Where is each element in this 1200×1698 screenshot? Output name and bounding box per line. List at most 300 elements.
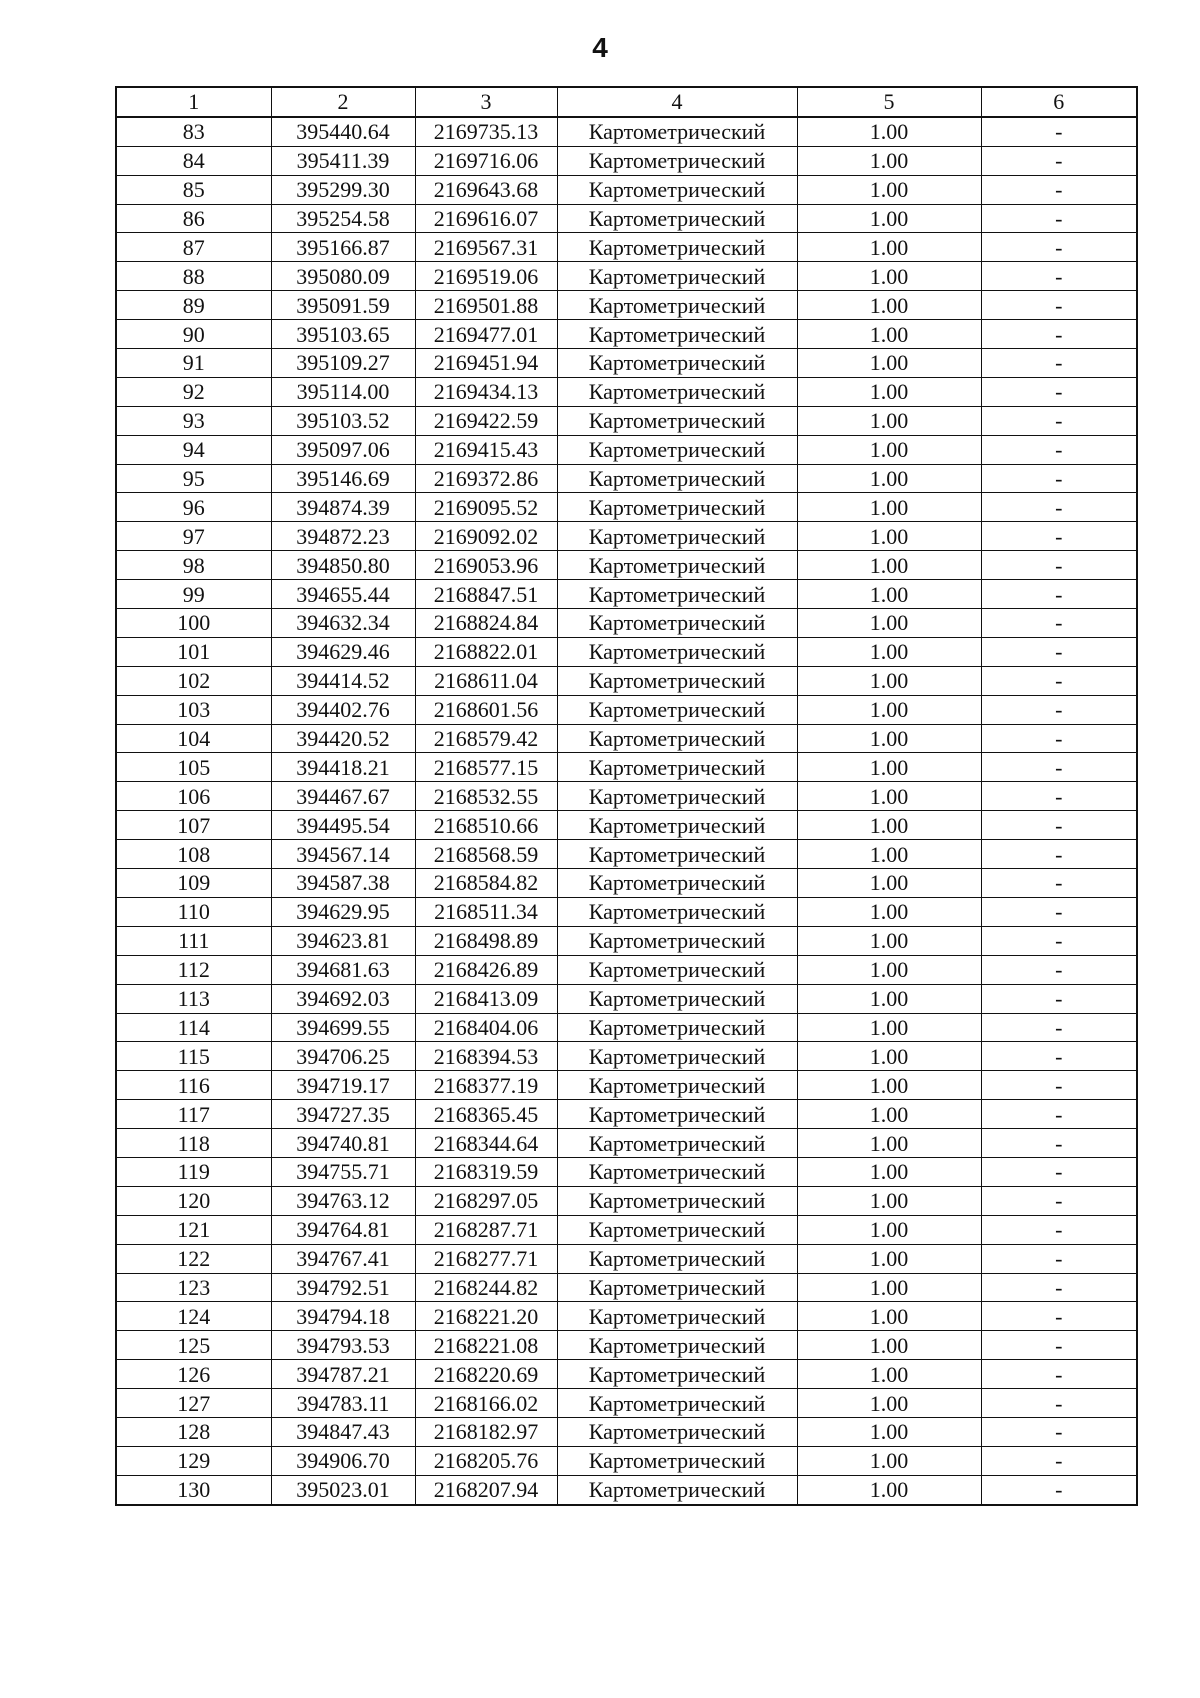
accuracy-cell: 1.00 xyxy=(797,580,981,609)
accuracy-cell: 1.00 xyxy=(797,146,981,175)
note-cell: - xyxy=(981,1446,1137,1475)
y-coordinate-cell: 2168319.59 xyxy=(415,1157,557,1186)
y-coordinate-cell: 2169092.02 xyxy=(415,522,557,551)
note-cell: - xyxy=(981,1186,1137,1215)
method-cell: Картометрический xyxy=(557,724,797,753)
x-coordinate-cell: 394706.25 xyxy=(271,1042,415,1071)
y-coordinate-cell: 2168207.94 xyxy=(415,1475,557,1504)
accuracy-cell: 1.00 xyxy=(797,291,981,320)
accuracy-cell: 1.00 xyxy=(797,320,981,349)
note-cell: - xyxy=(981,204,1137,233)
accuracy-cell: 1.00 xyxy=(797,897,981,926)
table-row xyxy=(116,580,1137,609)
y-coordinate-cell: 2169567.31 xyxy=(415,233,557,262)
accuracy-cell: 1.00 xyxy=(797,406,981,435)
note-cell: - xyxy=(981,926,1137,955)
note-cell: - xyxy=(981,1389,1137,1418)
x-coordinate-cell: 394402.76 xyxy=(271,695,415,724)
x-coordinate-cell: 395097.06 xyxy=(271,435,415,464)
accuracy-cell: 1.00 xyxy=(797,840,981,869)
point-number-cell: 129 xyxy=(116,1446,271,1475)
header-cell-2: 2 xyxy=(271,87,415,117)
header-row xyxy=(116,87,1137,117)
y-coordinate-cell: 2168244.82 xyxy=(415,1273,557,1302)
method-cell: Картометрический xyxy=(557,1446,797,1475)
method-cell: Картометрический xyxy=(557,320,797,349)
method-cell: Картометрический xyxy=(557,637,797,666)
note-cell: - xyxy=(981,869,1137,898)
y-coordinate-cell: 2168221.20 xyxy=(415,1302,557,1331)
point-number-cell: 90 xyxy=(116,320,271,349)
accuracy-cell: 1.00 xyxy=(797,1244,981,1273)
table-row xyxy=(116,753,1137,782)
x-coordinate-cell: 394793.53 xyxy=(271,1331,415,1360)
x-coordinate-cell: 395103.65 xyxy=(271,320,415,349)
note-cell: - xyxy=(981,782,1137,811)
table-row xyxy=(116,1273,1137,1302)
x-coordinate-cell: 394495.54 xyxy=(271,811,415,840)
point-number-cell: 121 xyxy=(116,1215,271,1244)
x-coordinate-cell: 394906.70 xyxy=(271,1446,415,1475)
note-cell: - xyxy=(981,551,1137,580)
method-cell: Картометрический xyxy=(557,522,797,551)
method-cell: Картометрический xyxy=(557,1302,797,1331)
note-cell: - xyxy=(981,262,1137,291)
table-row xyxy=(116,1417,1137,1446)
y-coordinate-cell: 2169372.86 xyxy=(415,464,557,493)
point-number-cell: 107 xyxy=(116,811,271,840)
method-cell: Картометрический xyxy=(557,782,797,811)
note-cell: - xyxy=(981,1302,1137,1331)
accuracy-cell: 1.00 xyxy=(797,1157,981,1186)
table-row xyxy=(116,377,1137,406)
y-coordinate-cell: 2169053.96 xyxy=(415,551,557,580)
table-row xyxy=(116,1389,1137,1418)
y-coordinate-cell: 2168277.71 xyxy=(415,1244,557,1273)
point-number-cell: 109 xyxy=(116,869,271,898)
header-cell-5: 5 xyxy=(797,87,981,117)
accuracy-cell: 1.00 xyxy=(797,551,981,580)
point-number-cell: 118 xyxy=(116,1129,271,1158)
x-coordinate-cell: 394623.81 xyxy=(271,926,415,955)
note-cell: - xyxy=(981,1129,1137,1158)
x-coordinate-cell: 394587.38 xyxy=(271,869,415,898)
x-coordinate-cell: 394655.44 xyxy=(271,580,415,609)
method-cell: Картометрический xyxy=(557,1042,797,1071)
method-cell: Картометрический xyxy=(557,869,797,898)
x-coordinate-cell: 394847.43 xyxy=(271,1417,415,1446)
method-cell: Картометрический xyxy=(557,1417,797,1446)
accuracy-cell: 1.00 xyxy=(797,955,981,984)
table-row xyxy=(116,551,1137,580)
y-coordinate-cell: 2168426.89 xyxy=(415,955,557,984)
method-cell: Картометрический xyxy=(557,204,797,233)
x-coordinate-cell: 394632.34 xyxy=(271,609,415,638)
note-cell: - xyxy=(981,580,1137,609)
y-coordinate-cell: 2169415.43 xyxy=(415,435,557,464)
x-coordinate-cell: 395146.69 xyxy=(271,464,415,493)
x-coordinate-cell: 395091.59 xyxy=(271,291,415,320)
method-cell: Картометрический xyxy=(557,262,797,291)
x-coordinate-cell: 394787.21 xyxy=(271,1360,415,1389)
table-row xyxy=(116,1360,1137,1389)
method-cell: Картометрический xyxy=(557,349,797,378)
table-body xyxy=(116,117,1137,1505)
table-row xyxy=(116,1446,1137,1475)
y-coordinate-cell: 2169716.06 xyxy=(415,146,557,175)
note-cell: - xyxy=(981,840,1137,869)
method-cell: Картометрический xyxy=(557,1389,797,1418)
x-coordinate-cell: 394467.67 xyxy=(271,782,415,811)
method-cell: Картометрический xyxy=(557,1273,797,1302)
point-number-cell: 114 xyxy=(116,1013,271,1042)
y-coordinate-cell: 2168498.89 xyxy=(415,926,557,955)
x-coordinate-cell: 394872.23 xyxy=(271,522,415,551)
accuracy-cell: 1.00 xyxy=(797,1302,981,1331)
accuracy-cell: 1.00 xyxy=(797,522,981,551)
table-row xyxy=(116,291,1137,320)
table-row xyxy=(116,1129,1137,1158)
point-number-cell: 83 xyxy=(116,117,271,146)
note-cell: - xyxy=(981,811,1137,840)
table-row xyxy=(116,1244,1137,1273)
table-row xyxy=(116,1475,1137,1504)
y-coordinate-cell: 2169477.01 xyxy=(415,320,557,349)
note-cell: - xyxy=(981,724,1137,753)
note-cell: - xyxy=(981,522,1137,551)
accuracy-cell: 1.00 xyxy=(797,984,981,1013)
accuracy-cell: 1.00 xyxy=(797,1071,981,1100)
note-cell: - xyxy=(981,1042,1137,1071)
y-coordinate-cell: 2168577.15 xyxy=(415,753,557,782)
x-coordinate-cell: 394719.17 xyxy=(271,1071,415,1100)
point-number-cell: 89 xyxy=(116,291,271,320)
header-cell-3: 3 xyxy=(415,87,557,117)
note-cell: - xyxy=(981,1475,1137,1504)
note-cell: - xyxy=(981,1157,1137,1186)
note-cell: - xyxy=(981,897,1137,926)
x-coordinate-cell: 394794.18 xyxy=(271,1302,415,1331)
table-row xyxy=(116,349,1137,378)
note-cell: - xyxy=(981,984,1137,1013)
header-cell-6: 6 xyxy=(981,87,1137,117)
accuracy-cell: 1.00 xyxy=(797,262,981,291)
table-row xyxy=(116,146,1137,175)
point-number-cell: 124 xyxy=(116,1302,271,1331)
table-row xyxy=(116,1042,1137,1071)
x-coordinate-cell: 394699.55 xyxy=(271,1013,415,1042)
note-cell: - xyxy=(981,637,1137,666)
y-coordinate-cell: 2168568.59 xyxy=(415,840,557,869)
note-cell: - xyxy=(981,1100,1137,1129)
table-row xyxy=(116,1215,1137,1244)
accuracy-cell: 1.00 xyxy=(797,1417,981,1446)
method-cell: Картометрический xyxy=(557,1013,797,1042)
accuracy-cell: 1.00 xyxy=(797,724,981,753)
table-row xyxy=(116,637,1137,666)
method-cell: Картометрический xyxy=(557,811,797,840)
note-cell: - xyxy=(981,175,1137,204)
method-cell: Картометрический xyxy=(557,580,797,609)
y-coordinate-cell: 2169434.13 xyxy=(415,377,557,406)
y-coordinate-cell: 2168365.45 xyxy=(415,1100,557,1129)
table-row xyxy=(116,782,1137,811)
method-cell: Картометрический xyxy=(557,1475,797,1504)
y-coordinate-cell: 2168205.76 xyxy=(415,1446,557,1475)
point-number-cell: 94 xyxy=(116,435,271,464)
y-coordinate-cell: 2169735.13 xyxy=(415,117,557,146)
accuracy-cell: 1.00 xyxy=(797,117,981,146)
note-cell: - xyxy=(981,117,1137,146)
point-number-cell: 106 xyxy=(116,782,271,811)
x-coordinate-cell: 394850.80 xyxy=(271,551,415,580)
x-coordinate-cell: 394420.52 xyxy=(271,724,415,753)
method-cell: Картометрический xyxy=(557,406,797,435)
method-cell: Картометрический xyxy=(557,984,797,1013)
method-cell: Картометрический xyxy=(557,1215,797,1244)
note-cell: - xyxy=(981,320,1137,349)
point-number-cell: 116 xyxy=(116,1071,271,1100)
y-coordinate-cell: 2168404.06 xyxy=(415,1013,557,1042)
y-coordinate-cell: 2168344.64 xyxy=(415,1129,557,1158)
note-cell: - xyxy=(981,493,1137,522)
accuracy-cell: 1.00 xyxy=(797,1273,981,1302)
table-row xyxy=(116,175,1137,204)
method-cell: Картометрический xyxy=(557,897,797,926)
x-coordinate-cell: 394418.21 xyxy=(271,753,415,782)
y-coordinate-cell: 2168511.34 xyxy=(415,897,557,926)
table-row xyxy=(116,1331,1137,1360)
point-number-cell: 91 xyxy=(116,349,271,378)
accuracy-cell: 1.00 xyxy=(797,1215,981,1244)
method-cell: Картометрический xyxy=(557,1100,797,1129)
x-coordinate-cell: 395440.64 xyxy=(271,117,415,146)
accuracy-cell: 1.00 xyxy=(797,204,981,233)
x-coordinate-cell: 395299.30 xyxy=(271,175,415,204)
point-number-cell: 123 xyxy=(116,1273,271,1302)
accuracy-cell: 1.00 xyxy=(797,1389,981,1418)
y-coordinate-cell: 2168824.84 xyxy=(415,609,557,638)
method-cell: Картометрический xyxy=(557,377,797,406)
y-coordinate-cell: 2169451.94 xyxy=(415,349,557,378)
table-header xyxy=(116,87,1137,117)
point-number-cell: 98 xyxy=(116,551,271,580)
accuracy-cell: 1.00 xyxy=(797,1042,981,1071)
table-row xyxy=(116,926,1137,955)
header-cell-4: 4 xyxy=(557,87,797,117)
method-cell: Картометрический xyxy=(557,435,797,464)
note-cell: - xyxy=(981,1417,1137,1446)
method-cell: Картометрический xyxy=(557,840,797,869)
table-row xyxy=(116,204,1137,233)
note-cell: - xyxy=(981,955,1137,984)
table-row xyxy=(116,435,1137,464)
x-coordinate-cell: 394764.81 xyxy=(271,1215,415,1244)
accuracy-cell: 1.00 xyxy=(797,666,981,695)
page-number: 4 xyxy=(592,32,608,63)
method-cell: Картометрический xyxy=(557,609,797,638)
table-row xyxy=(116,897,1137,926)
point-number-cell: 88 xyxy=(116,262,271,291)
x-coordinate-cell: 394629.46 xyxy=(271,637,415,666)
accuracy-cell: 1.00 xyxy=(797,1360,981,1389)
point-number-cell: 103 xyxy=(116,695,271,724)
note-cell: - xyxy=(981,349,1137,378)
table-row xyxy=(116,464,1137,493)
table-row xyxy=(116,811,1137,840)
note-cell: - xyxy=(981,146,1137,175)
y-coordinate-cell: 2168579.42 xyxy=(415,724,557,753)
y-coordinate-cell: 2168297.05 xyxy=(415,1186,557,1215)
point-number-cell: 112 xyxy=(116,955,271,984)
method-cell: Картометрический xyxy=(557,1331,797,1360)
method-cell: Картометрический xyxy=(557,1129,797,1158)
table-row xyxy=(116,1013,1137,1042)
method-cell: Картометрический xyxy=(557,695,797,724)
method-cell: Картометрический xyxy=(557,551,797,580)
point-number-cell: 127 xyxy=(116,1389,271,1418)
y-coordinate-cell: 2168611.04 xyxy=(415,666,557,695)
note-cell: - xyxy=(981,666,1137,695)
x-coordinate-cell: 394763.12 xyxy=(271,1186,415,1215)
x-coordinate-cell: 395411.39 xyxy=(271,146,415,175)
accuracy-cell: 1.00 xyxy=(797,233,981,262)
y-coordinate-cell: 2168532.55 xyxy=(415,782,557,811)
table-row xyxy=(116,1100,1137,1129)
x-coordinate-cell: 395103.52 xyxy=(271,406,415,435)
accuracy-cell: 1.00 xyxy=(797,1186,981,1215)
method-cell: Картометрический xyxy=(557,1071,797,1100)
note-cell: - xyxy=(981,695,1137,724)
x-coordinate-cell: 395166.87 xyxy=(271,233,415,262)
y-coordinate-cell: 2168413.09 xyxy=(415,984,557,1013)
coordinates-table xyxy=(115,86,1138,1506)
method-cell: Картометрический xyxy=(557,175,797,204)
accuracy-cell: 1.00 xyxy=(797,175,981,204)
table-row xyxy=(116,117,1137,146)
method-cell: Картометрический xyxy=(557,146,797,175)
point-number-cell: 115 xyxy=(116,1042,271,1071)
method-cell: Картометрический xyxy=(557,493,797,522)
method-cell: Картометрический xyxy=(557,1244,797,1273)
y-coordinate-cell: 2168822.01 xyxy=(415,637,557,666)
table-row xyxy=(116,320,1137,349)
method-cell: Картометрический xyxy=(557,926,797,955)
point-number-cell: 99 xyxy=(116,580,271,609)
table-row xyxy=(116,840,1137,869)
y-coordinate-cell: 2168377.19 xyxy=(415,1071,557,1100)
point-number-cell: 93 xyxy=(116,406,271,435)
y-coordinate-cell: 2169501.88 xyxy=(415,291,557,320)
note-cell: - xyxy=(981,1215,1137,1244)
table-row xyxy=(116,869,1137,898)
point-number-cell: 96 xyxy=(116,493,271,522)
point-number-cell: 110 xyxy=(116,897,271,926)
table-row xyxy=(116,609,1137,638)
note-cell: - xyxy=(981,464,1137,493)
x-coordinate-cell: 395109.27 xyxy=(271,349,415,378)
x-coordinate-cell: 394755.71 xyxy=(271,1157,415,1186)
y-coordinate-cell: 2168287.71 xyxy=(415,1215,557,1244)
method-cell: Картометрический xyxy=(557,1157,797,1186)
point-number-cell: 117 xyxy=(116,1100,271,1129)
accuracy-cell: 1.00 xyxy=(797,609,981,638)
x-coordinate-cell: 394414.52 xyxy=(271,666,415,695)
header-cell-1: 1 xyxy=(116,87,271,117)
accuracy-cell: 1.00 xyxy=(797,782,981,811)
y-coordinate-cell: 2169519.06 xyxy=(415,262,557,291)
y-coordinate-cell: 2168847.51 xyxy=(415,580,557,609)
table-row xyxy=(116,262,1137,291)
x-coordinate-cell: 394727.35 xyxy=(271,1100,415,1129)
point-number-cell: 102 xyxy=(116,666,271,695)
note-cell: - xyxy=(981,1244,1137,1273)
accuracy-cell: 1.00 xyxy=(797,811,981,840)
table-row xyxy=(116,1157,1137,1186)
point-number-cell: 101 xyxy=(116,637,271,666)
x-coordinate-cell: 394567.14 xyxy=(271,840,415,869)
x-coordinate-cell: 395080.09 xyxy=(271,262,415,291)
x-coordinate-cell: 395023.01 xyxy=(271,1475,415,1504)
x-coordinate-cell: 394681.63 xyxy=(271,955,415,984)
point-number-cell: 128 xyxy=(116,1417,271,1446)
x-coordinate-cell: 395254.58 xyxy=(271,204,415,233)
y-coordinate-cell: 2168182.97 xyxy=(415,1417,557,1446)
note-cell: - xyxy=(981,1331,1137,1360)
point-number-cell: 108 xyxy=(116,840,271,869)
x-coordinate-cell: 394874.39 xyxy=(271,493,415,522)
accuracy-cell: 1.00 xyxy=(797,695,981,724)
note-cell: - xyxy=(981,233,1137,262)
accuracy-cell: 1.00 xyxy=(797,464,981,493)
table-row xyxy=(116,1186,1137,1215)
accuracy-cell: 1.00 xyxy=(797,1129,981,1158)
accuracy-cell: 1.00 xyxy=(797,1013,981,1042)
accuracy-cell: 1.00 xyxy=(797,377,981,406)
accuracy-cell: 1.00 xyxy=(797,435,981,464)
note-cell: - xyxy=(981,377,1137,406)
x-coordinate-cell: 394692.03 xyxy=(271,984,415,1013)
point-number-cell: 97 xyxy=(116,522,271,551)
point-number-cell: 113 xyxy=(116,984,271,1013)
table-row xyxy=(116,233,1137,262)
y-coordinate-cell: 2168220.69 xyxy=(415,1360,557,1389)
point-number-cell: 119 xyxy=(116,1157,271,1186)
table-row xyxy=(116,695,1137,724)
method-cell: Картометрический xyxy=(557,1186,797,1215)
x-coordinate-cell: 395114.00 xyxy=(271,377,415,406)
x-coordinate-cell: 394767.41 xyxy=(271,1244,415,1273)
y-coordinate-cell: 2169422.59 xyxy=(415,406,557,435)
point-number-cell: 122 xyxy=(116,1244,271,1273)
y-coordinate-cell: 2168166.02 xyxy=(415,1389,557,1418)
point-number-cell: 120 xyxy=(116,1186,271,1215)
accuracy-cell: 1.00 xyxy=(797,1446,981,1475)
table-row xyxy=(116,1302,1137,1331)
method-cell: Картометрический xyxy=(557,291,797,320)
x-coordinate-cell: 394792.51 xyxy=(271,1273,415,1302)
table-row xyxy=(116,406,1137,435)
accuracy-cell: 1.00 xyxy=(797,753,981,782)
table-row xyxy=(116,1071,1137,1100)
method-cell: Картометрический xyxy=(557,753,797,782)
table-row xyxy=(116,955,1137,984)
point-number-cell: 125 xyxy=(116,1331,271,1360)
point-number-cell: 130 xyxy=(116,1475,271,1504)
y-coordinate-cell: 2168221.08 xyxy=(415,1331,557,1360)
method-cell: Картометрический xyxy=(557,233,797,262)
method-cell: Картометрический xyxy=(557,117,797,146)
